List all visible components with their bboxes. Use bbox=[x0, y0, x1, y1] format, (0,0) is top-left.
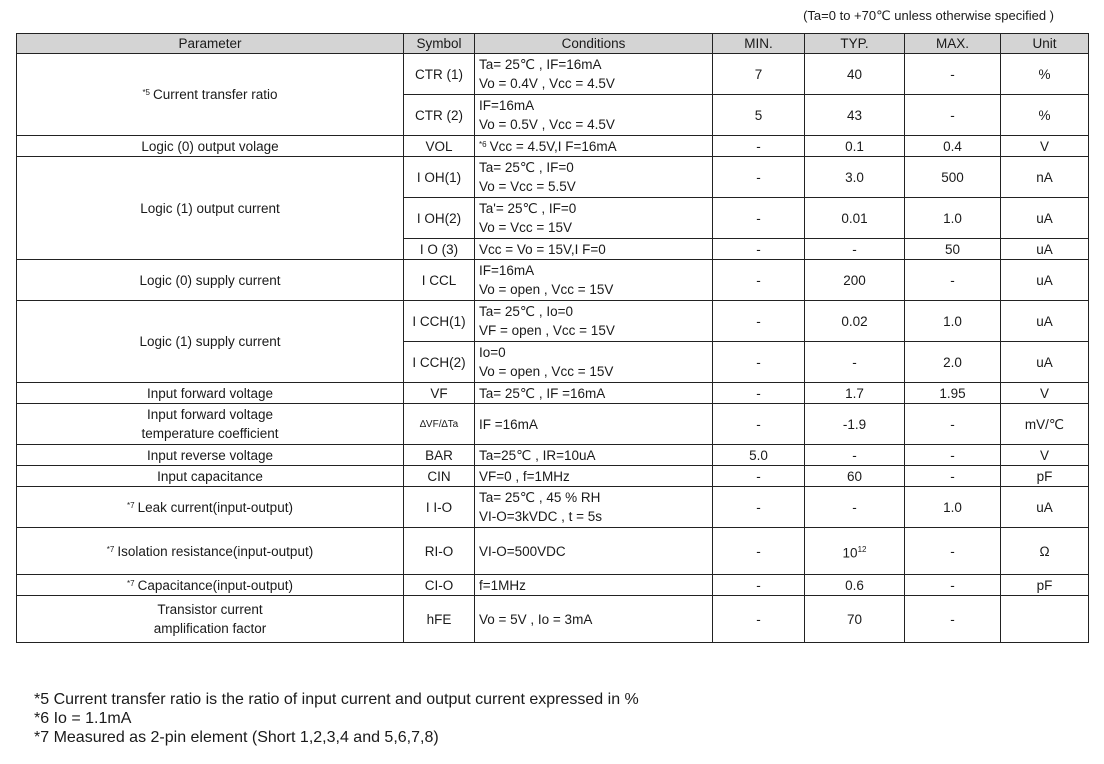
unit-cell: % bbox=[1001, 95, 1089, 136]
symbol-cell: I OH(1) bbox=[404, 157, 475, 198]
unit-cell: uA bbox=[1001, 487, 1089, 528]
table-row bbox=[17, 528, 1089, 575]
param-cell: Logic (0) output volage bbox=[17, 136, 404, 157]
max-cell: 1.0 bbox=[905, 487, 1001, 528]
electrical-characteristics-table bbox=[16, 33, 1089, 643]
max-cell: 1.0 bbox=[905, 198, 1001, 239]
min-cell: - bbox=[713, 383, 805, 404]
max-cell: - bbox=[905, 95, 1001, 136]
table-row bbox=[17, 466, 1089, 487]
symbol-cell: CIN bbox=[404, 466, 475, 487]
unit-cell: pF bbox=[1001, 575, 1089, 596]
typ-cell: - bbox=[805, 445, 905, 466]
table-row bbox=[17, 301, 1089, 342]
symbol-cell: RI-O bbox=[404, 528, 475, 575]
table-row bbox=[17, 404, 1089, 445]
conditions-cell: Vcc = Vo = 15V,I F=0 bbox=[475, 239, 713, 260]
min-cell: - bbox=[713, 301, 805, 342]
symbol-cell: VOL bbox=[404, 136, 475, 157]
conditions-cell: Ta= 25℃ , IF =16mA bbox=[475, 383, 713, 404]
unit-cell: % bbox=[1001, 54, 1089, 95]
max-cell: 0.4 bbox=[905, 136, 1001, 157]
symbol-cell: BAR bbox=[404, 445, 475, 466]
table-row bbox=[17, 445, 1089, 466]
footnotes bbox=[34, 690, 639, 747]
header-min: MIN. bbox=[713, 34, 805, 54]
footnote-7: *7 Measured as 2-pin element (Short 1,2,3,4 and 5,6,7,8) bbox=[34, 729, 439, 746]
header-unit: Unit bbox=[1001, 34, 1089, 54]
min-cell: 7 bbox=[713, 54, 805, 95]
table-row bbox=[17, 383, 1089, 404]
param-cell: Input forward voltage temperature coefficient bbox=[17, 404, 404, 445]
unit-cell: Ω bbox=[1001, 528, 1089, 575]
unit-cell: uA bbox=[1001, 342, 1089, 383]
typ-cell: 60 bbox=[805, 466, 905, 487]
typ-cell: 40 bbox=[805, 54, 905, 95]
typ-cell: - bbox=[805, 239, 905, 260]
typ-cell: 0.1 bbox=[805, 136, 905, 157]
conditions-cell: Ta= 25℃ , IF=0 Vo = Vcc = 5.5V bbox=[475, 157, 713, 198]
typ-cell: 0.6 bbox=[805, 575, 905, 596]
header-typ: TYP. bbox=[805, 34, 905, 54]
max-cell: 1.0 bbox=[905, 301, 1001, 342]
footnote-6: *6 Io = 1.1mA bbox=[34, 710, 132, 727]
table-row bbox=[17, 136, 1089, 157]
typ-cell: -1.9 bbox=[805, 404, 905, 445]
min-cell: - bbox=[713, 575, 805, 596]
table-row bbox=[17, 487, 1089, 528]
typ-cell: - bbox=[805, 342, 905, 383]
conditions-cell: Ta= 25℃ , IF=16mA Vo = 0.4V , Vcc = 4.5V bbox=[475, 54, 713, 95]
conditions-cell: IF=16mA Vo = 0.5V , Vcc = 4.5V bbox=[475, 95, 713, 136]
unit-cell: uA bbox=[1001, 301, 1089, 342]
symbol-cell: hFE bbox=[404, 596, 475, 643]
param-cell: Input capacitance bbox=[17, 466, 404, 487]
unit-cell: uA bbox=[1001, 260, 1089, 301]
conditions-cell: IF=16mA Vo = open , Vcc = 15V bbox=[475, 260, 713, 301]
param-cell: Input forward voltage bbox=[17, 383, 404, 404]
param-cell: $^{*7}$ Capacitance(input-output) bbox=[17, 575, 404, 596]
conditions-cell: Ta= 25℃ , 45 % RH VI-O=3kVDC , t = 5s bbox=[475, 487, 713, 528]
max-cell: - bbox=[905, 575, 1001, 596]
symbol-cell: CTR (2) bbox=[404, 95, 475, 136]
header-conditions: Conditions bbox=[475, 34, 713, 54]
param-cell: Transistor current amplification factor bbox=[17, 596, 404, 643]
typ-cell: 3.0 bbox=[805, 157, 905, 198]
param-cell: Logic (1) supply current bbox=[17, 301, 404, 383]
min-cell: 5 bbox=[713, 95, 805, 136]
param-cell: $^{*5}$ Current transfer ratio bbox=[17, 54, 404, 136]
unit-cell: V bbox=[1001, 136, 1089, 157]
conditions-cell: VI-O=500VDC bbox=[475, 528, 713, 575]
max-cell: - bbox=[905, 466, 1001, 487]
param-cell: $^{*7}$ Isolation resistance(input-output) bbox=[17, 528, 404, 575]
header-max: MAX. bbox=[905, 34, 1001, 54]
typ-cell: 200 bbox=[805, 260, 905, 301]
table-row bbox=[17, 260, 1089, 301]
table-row bbox=[17, 54, 1089, 95]
conditions-cell: Ta= 25℃ , Io=0 VF = open , Vcc = 15V bbox=[475, 301, 713, 342]
conditions-cell: Ta'= 25℃ , IF=0 Vo = Vcc = 15V bbox=[475, 198, 713, 239]
unit-cell: uA bbox=[1001, 239, 1089, 260]
unit-cell: uA bbox=[1001, 198, 1089, 239]
min-cell: - bbox=[713, 260, 805, 301]
min-cell: - bbox=[713, 342, 805, 383]
typ-cell: 0.02 bbox=[805, 301, 905, 342]
param-cell: Logic (0) supply current bbox=[17, 260, 404, 301]
typ-cell: - bbox=[805, 487, 905, 528]
symbol-cell: I OH(2) bbox=[404, 198, 475, 239]
typ-cell: $10^{12}$ bbox=[805, 528, 905, 575]
symbol-cell: ∆VF/∆Ta bbox=[404, 404, 475, 445]
header-symbol: Symbol bbox=[404, 34, 475, 54]
symbol-cell: I I-O bbox=[404, 487, 475, 528]
conditions-cell: VF=0 , f=1MHz bbox=[475, 466, 713, 487]
table-row bbox=[17, 596, 1089, 643]
min-cell: - bbox=[713, 466, 805, 487]
unit-cell: nA bbox=[1001, 157, 1089, 198]
symbol-cell: CTR (1) bbox=[404, 54, 475, 95]
max-cell: - bbox=[905, 528, 1001, 575]
footnote-5: *5 Current transfer ratio is the ratio of input current and output current expressed in % bbox=[34, 691, 639, 708]
test-condition-note: (Ta=0 to +70℃ unless otherwise specified ) bbox=[803, 8, 1054, 23]
symbol-cell: CI-O bbox=[404, 575, 475, 596]
min-cell: 5.0 bbox=[713, 445, 805, 466]
table-header-row bbox=[17, 34, 1089, 54]
typ-cell: 43 bbox=[805, 95, 905, 136]
conditions-cell: f=1MHz bbox=[475, 575, 713, 596]
conditions-cell: Io=0 Vo = open , Vcc = 15V bbox=[475, 342, 713, 383]
param-cell: Input reverse voltage bbox=[17, 445, 404, 466]
min-cell: - bbox=[713, 404, 805, 445]
min-cell: - bbox=[713, 528, 805, 575]
param-cell: Logic (1) output current bbox=[17, 157, 404, 260]
min-cell: - bbox=[713, 487, 805, 528]
typ-cell: 70 bbox=[805, 596, 905, 643]
conditions-cell: IF =16mA bbox=[475, 404, 713, 445]
max-cell: 500 bbox=[905, 157, 1001, 198]
conditions-cell: Vo = 5V , Io = 3mA bbox=[475, 596, 713, 643]
param-cell: $^{*7}$ Leak current(input-output) bbox=[17, 487, 404, 528]
max-cell: - bbox=[905, 404, 1001, 445]
unit-cell: mV/℃ bbox=[1001, 404, 1089, 445]
conditions-cell: Ta=25℃ , IR=10uA bbox=[475, 445, 713, 466]
unit-cell: pF bbox=[1001, 466, 1089, 487]
unit-cell: V bbox=[1001, 383, 1089, 404]
min-cell: - bbox=[713, 157, 805, 198]
max-cell: - bbox=[905, 54, 1001, 95]
min-cell: - bbox=[713, 239, 805, 260]
table-row bbox=[17, 575, 1089, 596]
table-row bbox=[17, 157, 1089, 198]
unit-cell bbox=[1001, 596, 1089, 643]
symbol-cell: I O (3) bbox=[404, 239, 475, 260]
max-cell: 1.95 bbox=[905, 383, 1001, 404]
symbol-cell: I CCH(2) bbox=[404, 342, 475, 383]
max-cell: 2.0 bbox=[905, 342, 1001, 383]
symbol-cell: I CCL bbox=[404, 260, 475, 301]
unit-cell: V bbox=[1001, 445, 1089, 466]
symbol-cell: I CCH(1) bbox=[404, 301, 475, 342]
conditions-cell: $^{*6}$ Vcc = 4.5V,I F=16mA bbox=[475, 136, 713, 157]
symbol-cell: VF bbox=[404, 383, 475, 404]
header-parameter: Parameter bbox=[17, 34, 404, 54]
max-cell: - bbox=[905, 260, 1001, 301]
min-cell: - bbox=[713, 198, 805, 239]
max-cell: - bbox=[905, 596, 1001, 643]
min-cell: - bbox=[713, 136, 805, 157]
max-cell: 50 bbox=[905, 239, 1001, 260]
typ-cell: 0.01 bbox=[805, 198, 905, 239]
typ-cell: 1.7 bbox=[805, 383, 905, 404]
max-cell: - bbox=[905, 445, 1001, 466]
min-cell: - bbox=[713, 596, 805, 643]
